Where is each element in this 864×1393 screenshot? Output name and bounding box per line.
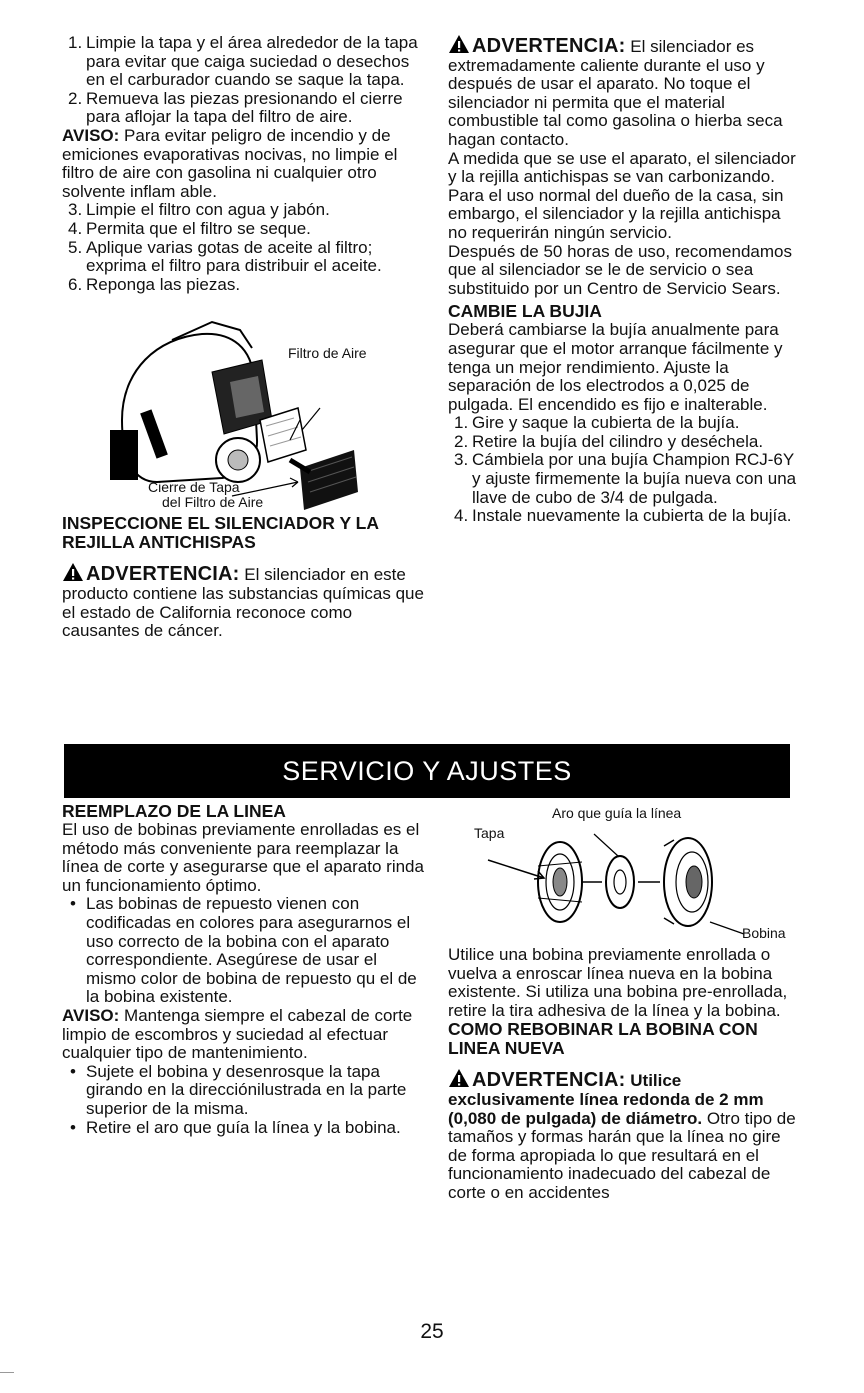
- warning-word: ADVERTENCIA:: [86, 563, 240, 586]
- spark-plug-heading: CAMBIE LA BUJIA: [448, 301, 602, 322]
- bullet-icon: •: [70, 1117, 76, 1137]
- figure-label-spool: Bobina: [742, 925, 786, 941]
- figure-label-latch-line1: Cierre de Tapa: [148, 479, 240, 496]
- list-text: Limpie el filtro con agua y jabón.: [86, 200, 330, 220]
- figure-label-filter: Filtro de Aire: [288, 345, 367, 362]
- aviso-paragraph: [62, 1007, 424, 1063]
- list-item: [448, 451, 804, 507]
- page-number: 25: [420, 1320, 444, 1343]
- list-number: 3.: [68, 200, 83, 220]
- list-item: [62, 239, 424, 276]
- spool-paragraph: Utilice una bobina previamente enrollada o vuelva a enroscar línea nueva en la bobina existente. Si utiliza una bobina pre-enrollada, retire la tira adhesiva de la línea y la bobina.: [448, 945, 788, 1020]
- bullet-icon: •: [70, 894, 76, 914]
- list-item: [62, 90, 424, 127]
- bullet-icon: •: [70, 1061, 76, 1081]
- warning-paragraph: [62, 562, 424, 640]
- list-item: [62, 220, 424, 239]
- warning-icon: [448, 34, 470, 54]
- list-item: [62, 34, 424, 90]
- aviso-text: Para evitar peligro de incendio y de emiciones evaporativas nocivas, no limpie el filtro de aire con gasolina ni cualquier otro solvente inflam able.: [62, 125, 398, 201]
- list-text: Retire el aro que guía la línea y la bobina.: [86, 1117, 401, 1137]
- list-number: 1.: [68, 33, 83, 52]
- warning-text: Otro tipo de tamaños y formas harán que la línea no gire de forma apropiada lo que resultará en el funcionamiento inadecuado del cabezal de corte o en accidentes: [448, 1108, 796, 1202]
- list-number: 2.: [68, 88, 83, 108]
- service-paragraph: Después de 50 horas de uso, recomendamos que al silenciador se le de servicio o sea substituido por un Centro de Servicio Sears.: [448, 241, 792, 298]
- warning-text: El silenciador en este producto contiene las substancias químicas que el estado de California reconoce como causantes de cáncer.: [62, 565, 424, 641]
- spark-plug-paragraph: Deberá cambiarse la bujía anualmente para asegurar que el motor arranque fácilmente y tenga un mejor rendimiento. Ajuste la separación de los electrodos a 0,025 de pulgada. El encendido es fijo e inalterable.: [448, 320, 783, 414]
- list-item: [448, 507, 804, 526]
- list-item: [62, 276, 424, 295]
- warning-word: ADVERTENCIA:: [472, 1069, 626, 1092]
- list-number: 5.: [68, 237, 83, 257]
- list-text: Limpie la tapa y el área alrededor de la tapa para evitar que caiga suciedad o desechos en el carburador cuando se saque la tapa.: [86, 33, 418, 90]
- air-filter-illustration: [62, 300, 424, 510]
- list-item: [62, 895, 424, 1007]
- rewind-heading: COMO REBOBINAR LA BOBINA CON LINEA NUEVA: [448, 1019, 758, 1059]
- intro-paragraph: El uso de bobinas previamente enrolladas es el método más conveniente para reemplazar la línea de corte y asegurarse que el aparato rinda un funcionamiento óptimo.: [62, 820, 424, 895]
- list-text: Aplique varias gotas de aceite al filtro; exprima el filtro para distribuir el aceite.: [86, 237, 382, 276]
- warning-paragraph: [448, 34, 804, 150]
- section-banner: [64, 744, 790, 798]
- list-item: [448, 414, 804, 433]
- warning-word: ADVERTENCIA:: [472, 35, 626, 57]
- muffler-heading: INSPECCIONE EL SILENCIADOR Y LA REJILLA ANTICHISPAS: [62, 513, 379, 553]
- list-item: [448, 433, 804, 452]
- section-title: SERVICIO Y AJUSTES: [282, 755, 572, 786]
- figure-label-latch-line2: del Filtro de Aire: [162, 494, 264, 511]
- list-text: Cámbiela por una bujía Champion RCJ-6Y y ajuste firmemente la bujía nueva con una llave de cubo de 3/4 de pulgada.: [472, 450, 797, 507]
- spool-figure: [448, 805, 804, 946]
- figure-label-latch: [148, 480, 263, 510]
- list-number: 6.: [68, 274, 83, 294]
- list-text: Permita que el filtro se seque.: [86, 218, 311, 238]
- warning-icon: [62, 562, 84, 582]
- list-text: Las bobinas de repuesto vienen con codificadas en colores para asegurarnos el uso correcto de la bobina con el aparato correspondiente. Asegúrese de usar el mismo color de bobina de repuesto qu el de la bobina existente.: [86, 894, 417, 1007]
- figure-label-ring: Aro que guía la línea: [552, 805, 682, 821]
- figure-label-cap: Tapa: [474, 825, 505, 841]
- aviso-label: AVISO:: [62, 125, 120, 145]
- list-number: 4.: [68, 218, 83, 238]
- line-replacement-heading: REEMPLAZO DE LA LINEA: [62, 801, 286, 821]
- list-item: [62, 201, 424, 220]
- list-text: Sujete el bobina y desenrosque la tapa girando en la direcciónilustrada en la parte superior de la misma.: [86, 1061, 407, 1118]
- aviso-paragraph: [62, 127, 424, 201]
- list-number: 1.: [454, 413, 469, 433]
- list-number: 3.: [454, 450, 469, 470]
- right-column-bottom: [448, 805, 804, 1203]
- list-text: Remueva las piezas presionando el cierre para aflojar la tapa del filtro de aire.: [86, 88, 403, 127]
- left-column-bottom: [62, 802, 424, 1137]
- warning-paragraph: [448, 1068, 804, 1202]
- aviso-text: Mantenga siempre el cabezal de corte limpio de escombros y suciedad al efectuar cualquier tipo de mantenimiento.: [62, 1005, 413, 1063]
- list-text: Instale nuevamente la cubierta de la bujía.: [472, 506, 792, 526]
- warning-icon: [448, 1068, 470, 1088]
- warning-text: El silenciador es extremadamente caliente durante el uso y después de usar el aparato. No toque el silenciador ni permita que el material combustible tal como gasolina o hierba seca hagan contacto.: [448, 37, 783, 149]
- warning-bold-text: Utilice exclusivamente línea redonda de 2 mm (0,080 de pulgada) de diámetro.: [448, 1071, 764, 1128]
- page-corner-mark: [0, 1372, 14, 1393]
- list-text: Retire la bujía del cilindro y deséchela.: [472, 431, 764, 451]
- list-item: [62, 1063, 424, 1119]
- list-text: Reponga las piezas.: [86, 274, 241, 294]
- list-text: Gire y saque la cubierta de la bujía.: [472, 413, 740, 433]
- list-number: 2.: [454, 431, 469, 451]
- left-column-top: [62, 34, 424, 641]
- aviso-label: AVISO:: [62, 1005, 120, 1025]
- muffler-paragraph: A medida que se use el aparato, el silenciador y la rejilla antichispas se van carbonizando. Para el uso normal del dueño de la casa, sin embargo, el silenciador y la rejilla antichispa no requerirán ningún servicio.: [448, 148, 796, 242]
- right-column-top: [448, 34, 804, 526]
- list-item: [62, 1119, 424, 1138]
- air-filter-figure: [62, 300, 424, 510]
- list-number: 4.: [454, 506, 469, 526]
